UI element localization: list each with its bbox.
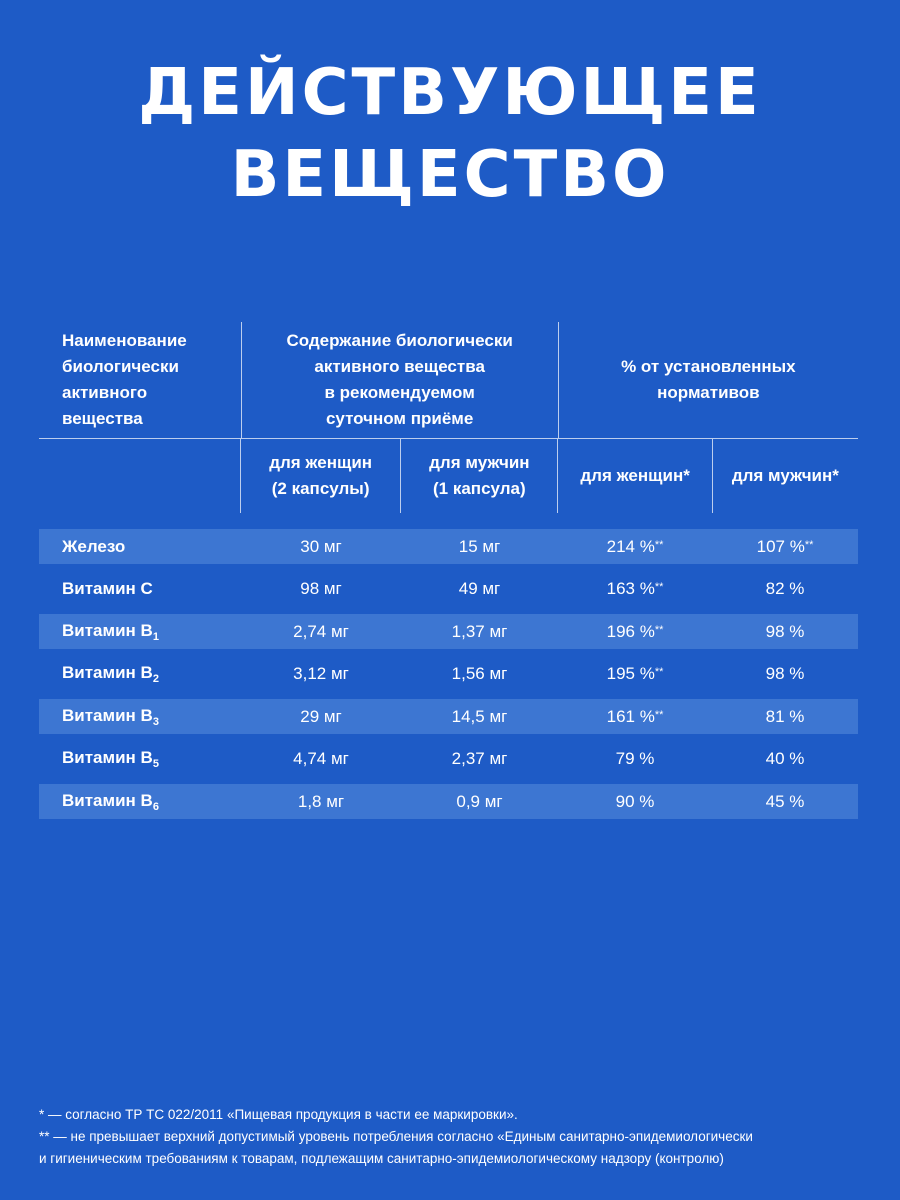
row-name: Витамин $В_5$ (62, 748, 159, 770)
row-pct-women: 90 % (615, 791, 655, 811)
row-women: 1,8 мг (297, 791, 345, 811)
row-pct-men: 81 % (765, 706, 805, 726)
header-content-men: для мужчин (1 капсула) (400, 439, 557, 513)
row-pct-men: 98 % (765, 621, 805, 641)
table-row (39, 529, 858, 564)
row-men: 49 мг (458, 579, 501, 598)
row-pct-men: 82 % (765, 579, 805, 598)
row-women: 98 мг (300, 579, 342, 598)
footnote-3: и гигиеническим требованиям к товарам, подлежащим санитарно-эпидемиологическому надзору (контролю) (39, 1151, 724, 1166)
row-women: 30 мг (300, 536, 342, 556)
row-men: 1,37 мг (451, 621, 508, 641)
title-line-2: ВЕЩЕСТВО (230, 138, 670, 212)
table-header-sub (39, 439, 858, 513)
header-norm-women: для женщин* (557, 439, 711, 513)
row-men: 0,9 мг (456, 791, 503, 811)
table-row (39, 657, 858, 692)
row-pct-women: 79 % (615, 749, 655, 768)
footnotes (39, 1104, 869, 1170)
row-name: Железо (62, 536, 126, 556)
nutrient-table (39, 322, 858, 827)
row-men: 14,5 мг (451, 706, 508, 726)
row-pct-women: 163 %** (606, 579, 664, 598)
header-content-women: для женщин (2 капсулы) (240, 439, 400, 513)
row-pct-women: 161 %** (606, 706, 664, 726)
table-row (39, 699, 858, 734)
row-pct-women: 214 %** (606, 536, 664, 556)
row-name: Витамин $В_1$ (62, 620, 159, 643)
row-pct-women: 196 %** (606, 621, 664, 641)
row-name: Витамин С (62, 579, 153, 598)
row-name: Витамин $В_6$ (62, 790, 159, 813)
row-pct-men: 45 % (765, 791, 805, 811)
table-body (39, 529, 858, 819)
table-row (39, 742, 858, 777)
table-row (39, 784, 858, 819)
table-header-top (39, 322, 858, 438)
row-pct-men: 98 % (765, 664, 805, 683)
header-content: Содержание биологически активного вещества в рекомендуемом суточном приёме (241, 322, 559, 438)
title-line-1: ДЕЙСТВУЮЩЕЕ (138, 56, 762, 130)
row-men: 15 мг (458, 536, 501, 556)
header-norm-men: для мужчин* (712, 439, 858, 513)
row-women: 3,12 мг (293, 664, 349, 683)
page-title (0, 52, 900, 216)
table-row (39, 572, 858, 607)
row-pct-men: 107 %** (756, 536, 814, 556)
footnote-2: ** — не превышает верхний допустимый уровень потребления согласно «Единым санитарно-эпидемиологически (39, 1129, 753, 1144)
row-pct-men: 40 % (765, 749, 805, 768)
header-norm: % от установленных нормативов (621, 357, 796, 402)
table-row (39, 614, 858, 649)
row-women: 29 мг (300, 706, 342, 726)
row-pct-women: 195 %** (606, 664, 664, 683)
row-men: 2,37 мг (451, 749, 508, 768)
row-women: 2,74 мг (293, 621, 349, 641)
row-name: Витамин $В_3$ (62, 705, 159, 728)
header-name: Наименование биологически активного вещества (62, 331, 187, 428)
row-women: 4,74 мг (293, 749, 349, 768)
header-sub-empty (39, 439, 240, 513)
row-name: Витамин $В_2$ (62, 663, 159, 685)
footnote-1: * — согласно ТР ТС 022/2011 «Пищевая продукция в части ее маркировки». (39, 1107, 518, 1122)
row-men: 1,56 мг (451, 664, 508, 683)
